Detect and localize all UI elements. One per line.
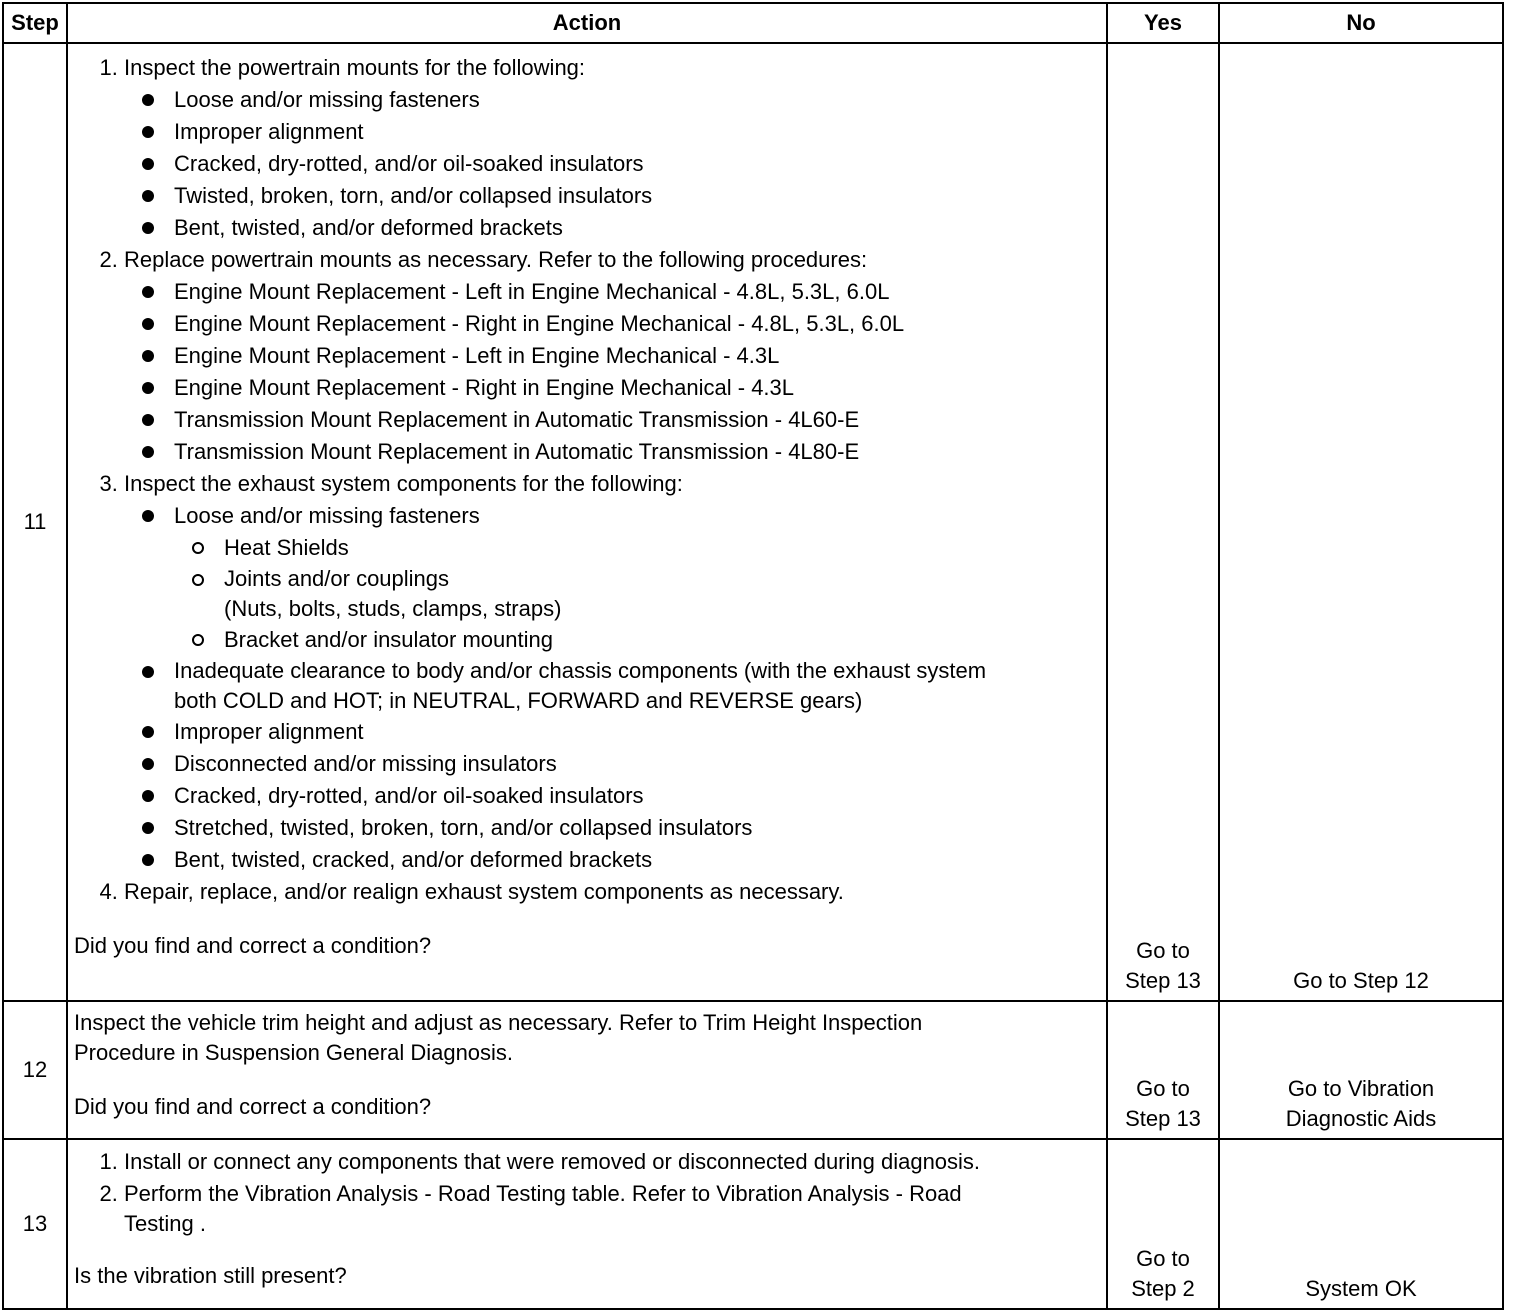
table-row-step-12 xyxy=(3,1001,1503,1139)
yes-line: Step 13 xyxy=(1125,968,1201,993)
bullet-list xyxy=(124,500,1100,876)
yes-line: Go to xyxy=(1136,1246,1190,1271)
action-step xyxy=(124,1178,1100,1239)
no-cell xyxy=(1219,1001,1503,1139)
no-line: Go to Vibration xyxy=(1287,1076,1435,1101)
list-item: Engine Mount Replacement - Left in Engine Mechanical - 4.8L, 5.3L, 6.0L xyxy=(140,276,1100,308)
diagnostic-table xyxy=(2,2,1504,1310)
action-line: Inspect the vehicle trim height and adjust as necessary. Refer to Trim Height Inspection xyxy=(74,1010,923,1035)
list-item: Engine Mount Replacement - Left in Engine Mechanical - 4.3L xyxy=(140,340,1100,372)
action-cell xyxy=(67,43,1107,1001)
yes-line: Go to xyxy=(1136,1076,1190,1101)
list-item-text: Loose and/or missing fasteners xyxy=(174,503,480,528)
sub-list-item: Heat Shields xyxy=(190,532,1100,564)
action-step: 1. Install or connect any components that were removed or disconnected during diagnosis. xyxy=(124,1146,1100,1178)
list-item: Bent, twisted, and/or deformed brackets xyxy=(140,212,1100,244)
list-item: Improper alignment xyxy=(140,716,1100,748)
header-yes: Yes xyxy=(1107,3,1219,43)
yes-line: Step 13 xyxy=(1125,1106,1201,1131)
step-text: Inspect the powertrain mounts for the following: xyxy=(124,55,586,80)
action-step xyxy=(124,468,1100,876)
bullet-list xyxy=(124,276,1100,468)
action-steps xyxy=(74,1146,1100,1239)
step-number: 13 xyxy=(3,1139,67,1309)
no-line: Diagnostic Aids xyxy=(1285,1106,1437,1131)
step-number: 12 xyxy=(3,1001,67,1139)
yes-cell xyxy=(1107,1139,1219,1309)
table-row-step-13 xyxy=(3,1139,1503,1309)
action-steps xyxy=(74,52,1100,908)
step-number: 11 xyxy=(3,43,67,1001)
list-item-line: both COLD and HOT; in NEUTRAL, FORWARD and REVERSE gears) xyxy=(174,688,863,713)
list-item: Loose and/or missing fasteners xyxy=(140,84,1100,116)
question-text: Did you find and correct a condition? xyxy=(74,1094,432,1119)
header-no: No xyxy=(1219,3,1503,43)
yes-cell xyxy=(1107,43,1219,1001)
sub-list-item: Bracket and/or insulator mounting xyxy=(190,624,1100,656)
step-line: Testing . xyxy=(124,1211,206,1236)
list-item: Stretched, twisted, broken, torn, and/or collapsed insulators xyxy=(140,812,1100,844)
no-line: System OK xyxy=(1305,1276,1417,1301)
list-item: Transmission Mount Replacement in Automatic Transmission - 4L80-E xyxy=(140,436,1100,468)
sub-bullet-list xyxy=(174,532,1100,656)
list-item: Engine Mount Replacement - Right in Engine Mechanical - 4.8L, 5.3L, 6.0L xyxy=(140,308,1100,340)
list-item: Bent, twisted, cracked, and/or deformed brackets xyxy=(140,844,1100,876)
no-line: Go to Step 12 xyxy=(1293,968,1429,993)
sub-list-item xyxy=(190,564,1100,624)
question-text: Is the vibration still present? xyxy=(74,1263,347,1288)
list-item: Transmission Mount Replacement in Automatic Transmission - 4L60-E xyxy=(140,404,1100,436)
action-step xyxy=(124,52,1100,244)
list-item-line: Inadequate clearance to body and/or chassis components (with the exhaust system xyxy=(174,658,987,683)
list-item: Twisted, broken, torn, and/or collapsed insulators xyxy=(140,180,1100,212)
sub-list-item-line: (Nuts, bolts, studs, clamps, straps) xyxy=(224,596,562,621)
step-text: Replace powertrain mounts as necessary. Refer to the following procedures: xyxy=(124,247,868,272)
action-step xyxy=(124,876,1100,908)
list-item: Engine Mount Replacement - Right in Engine Mechanical - 4.3L xyxy=(140,372,1100,404)
yes-line: Step 2 xyxy=(1131,1276,1195,1301)
bullet-list xyxy=(124,84,1100,244)
list-item: Cracked, dry-rotted, and/or oil-soaked insulators xyxy=(140,780,1100,812)
question-text: Did you find and correct a condition? xyxy=(74,933,432,958)
header-row xyxy=(3,3,1503,43)
header-step: Step xyxy=(3,3,67,43)
list-item xyxy=(140,500,1100,656)
sub-list-item-line: Joints and/or couplings xyxy=(224,566,450,591)
action-line: Procedure in Suspension General Diagnosis. xyxy=(74,1040,514,1065)
header-action: Action xyxy=(67,3,1107,43)
list-item xyxy=(140,656,1100,716)
list-item: Disconnected and/or missing insulators xyxy=(140,748,1100,780)
table-row-step-11 xyxy=(3,43,1503,1001)
action-cell xyxy=(67,1139,1107,1309)
yes-cell xyxy=(1107,1001,1219,1139)
step-line: 2. Perform the Vibration Analysis - Road Testing table. Refer to Vibration Analysis - Road xyxy=(124,1181,962,1206)
step-text: Inspect the exhaust system components for the following: xyxy=(124,471,683,496)
list-item: Improper alignment xyxy=(140,116,1100,148)
action-step xyxy=(124,244,1100,468)
no-cell xyxy=(1219,43,1503,1001)
no-cell xyxy=(1219,1139,1503,1309)
list-item: Cracked, dry-rotted, and/or oil-soaked insulators xyxy=(140,148,1100,180)
action-cell xyxy=(67,1001,1107,1139)
step-text: Repair, replace, and/or realign exhaust system components as necessary. xyxy=(124,879,844,904)
yes-line: Go to xyxy=(1136,938,1190,963)
